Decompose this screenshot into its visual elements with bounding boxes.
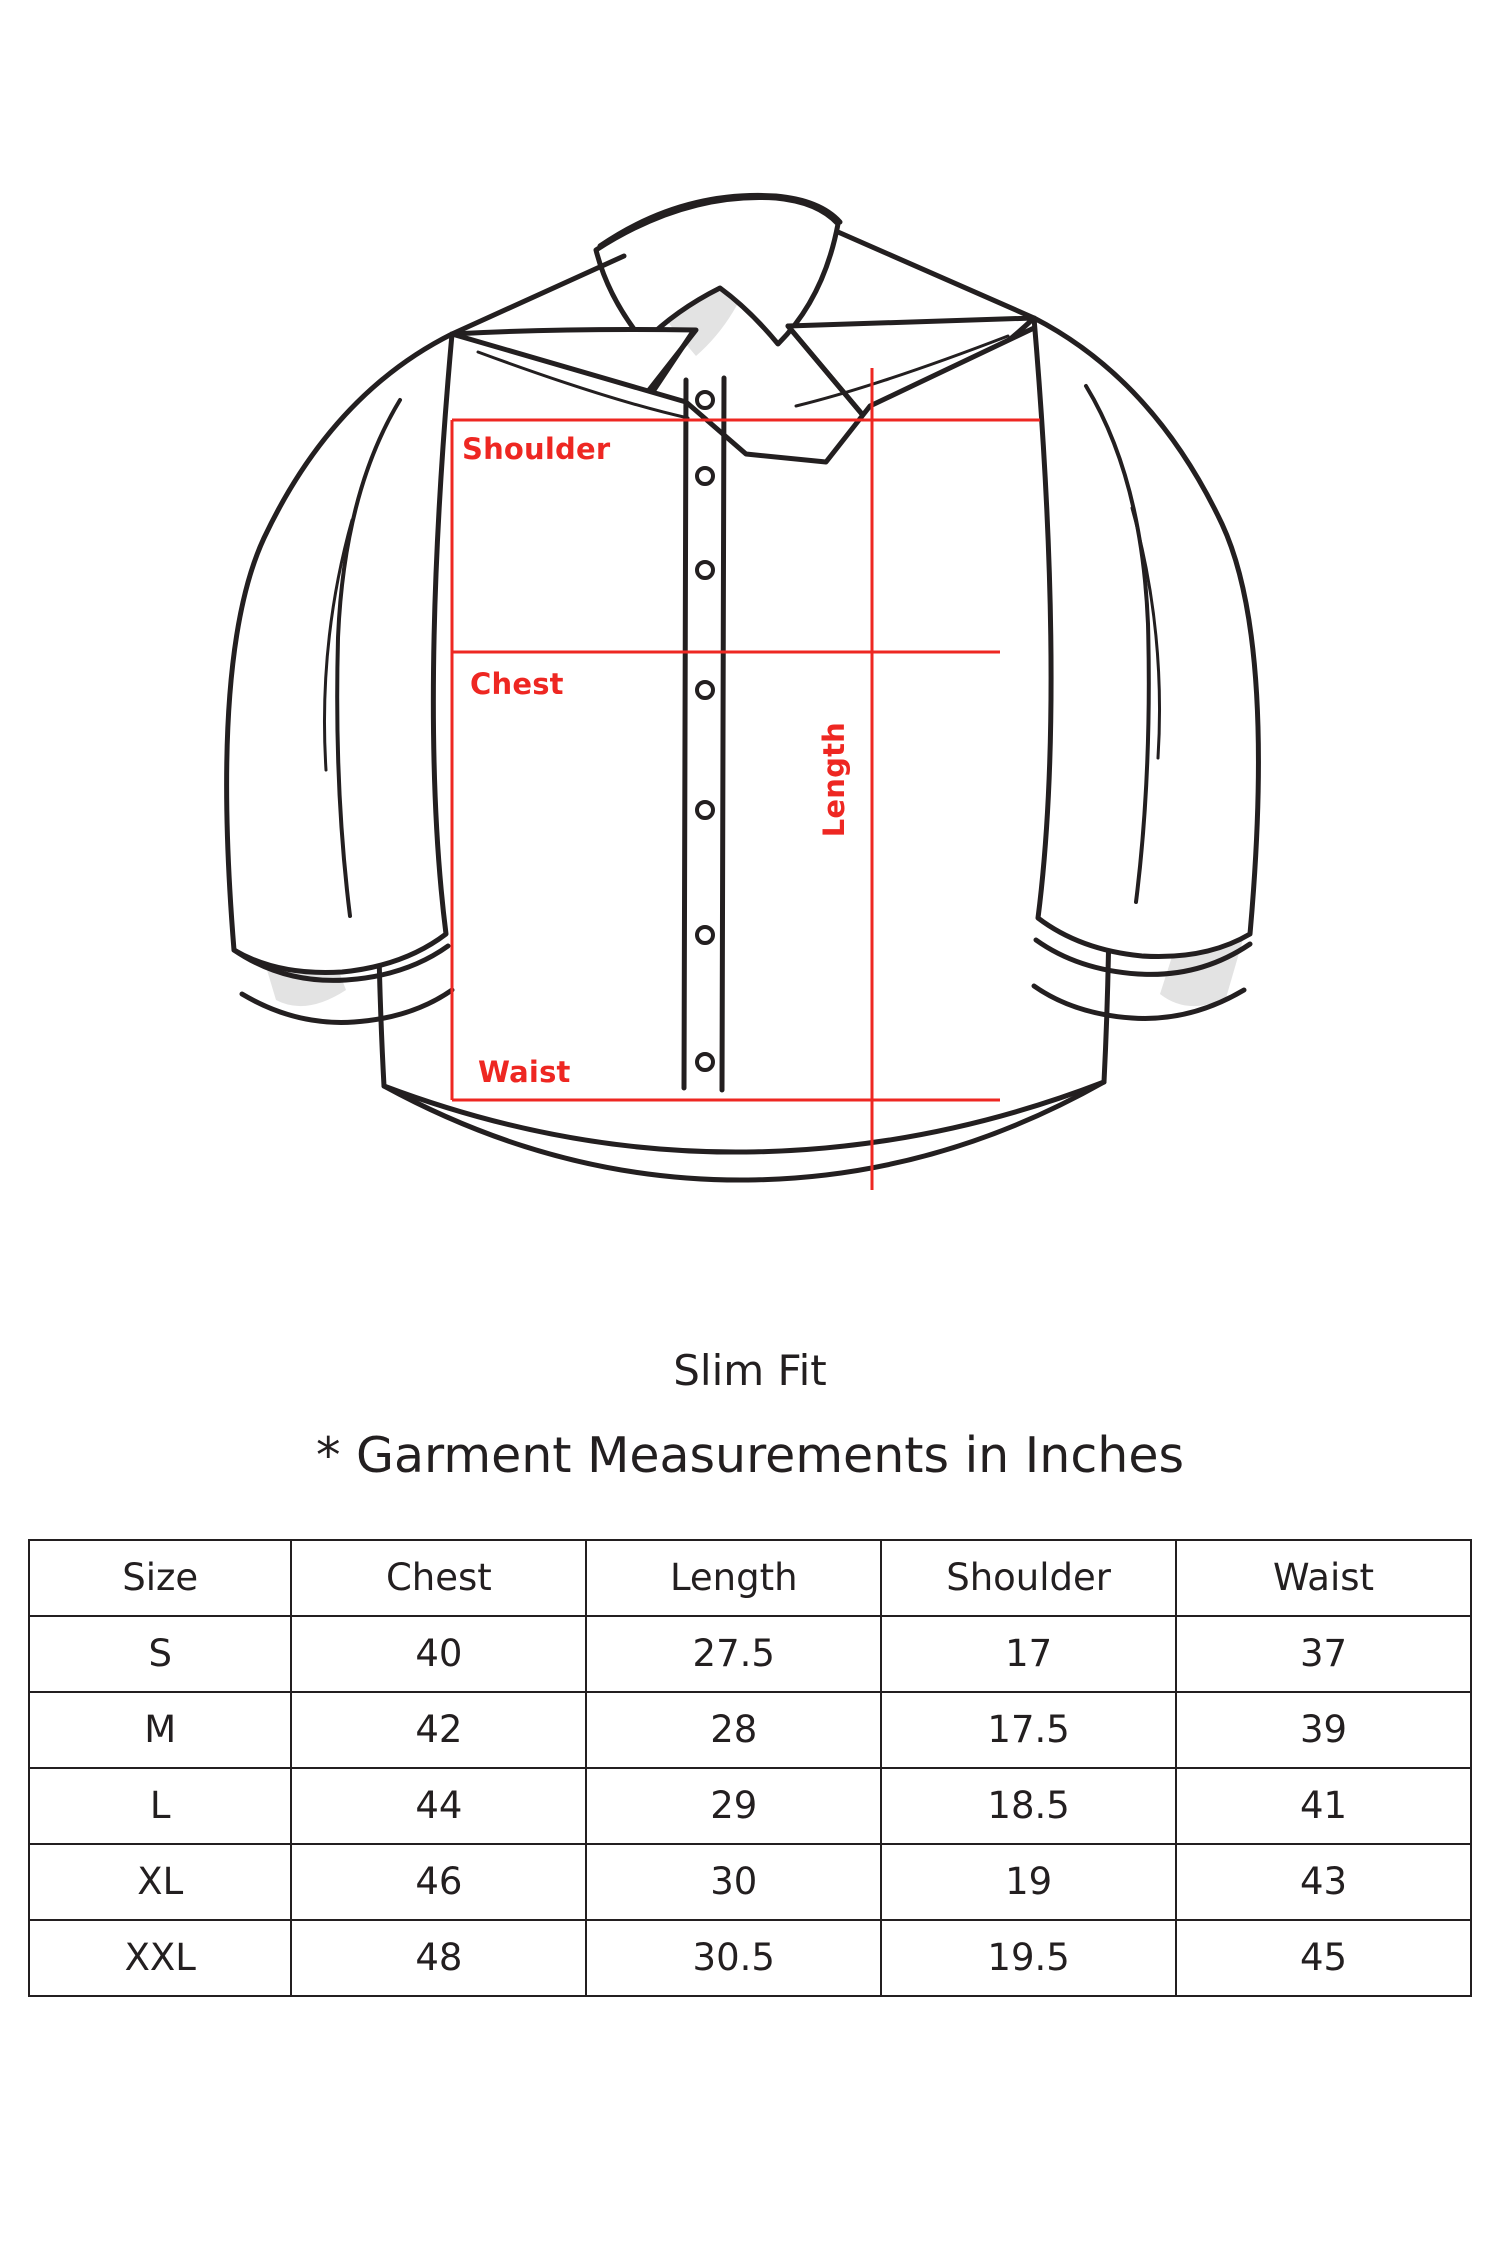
cell-chest: 40 [291,1616,586,1692]
cell-chest: 42 [291,1692,586,1768]
cell-shoulder: 17 [881,1616,1176,1692]
annotation-length: Length [817,722,851,838]
cell-size: L [29,1768,291,1844]
column-header-length: Length [586,1540,881,1616]
cell-length: 29 [586,1768,881,1844]
cell-length: 30 [586,1844,881,1920]
annotation-shoulder: Shoulder [462,432,611,466]
cell-size: M [29,1692,291,1768]
cell-waist: 41 [1176,1768,1471,1844]
annotation-chest: Chest [470,667,564,701]
cell-chest: 46 [291,1844,586,1920]
cell-shoulder: 17.5 [881,1692,1176,1768]
cell-chest: 48 [291,1920,586,1996]
cell-waist: 37 [1176,1616,1471,1692]
cell-length: 27.5 [586,1616,881,1692]
cell-waist: 45 [1176,1920,1471,1996]
caption-block [0,1348,1500,1485]
cell-shoulder: 18.5 [881,1768,1176,1844]
column-header-chest: Chest [291,1540,586,1616]
table-row [29,1844,1471,1920]
measurement-note: * Garment Measurements in Inches [315,1427,1184,1485]
table-row [29,1768,1471,1844]
size-table-wrap [28,1539,1472,1997]
size-table [28,1539,1472,1997]
cell-length: 30.5 [586,1920,881,1996]
column-header-shoulder: Shoulder [881,1540,1176,1616]
cell-waist: 39 [1176,1692,1471,1768]
table-row [29,1920,1471,1996]
table-row [29,1616,1471,1692]
cell-length: 28 [586,1692,881,1768]
cell-waist: 43 [1176,1844,1471,1920]
table-header-row [29,1540,1471,1616]
annotation-waist: Waist [478,1055,571,1089]
cell-size: XXL [29,1920,291,1996]
column-header-size: Size [29,1540,291,1616]
fit-name: Slim Fit [673,1346,827,1395]
table-row [29,1692,1471,1768]
cell-shoulder: 19.5 [881,1920,1176,1996]
cell-chest: 44 [291,1768,586,1844]
cell-size: S [29,1616,291,1692]
column-header-waist: Waist [1176,1540,1471,1616]
cell-shoulder: 19 [881,1844,1176,1920]
cell-size: XL [29,1844,291,1920]
